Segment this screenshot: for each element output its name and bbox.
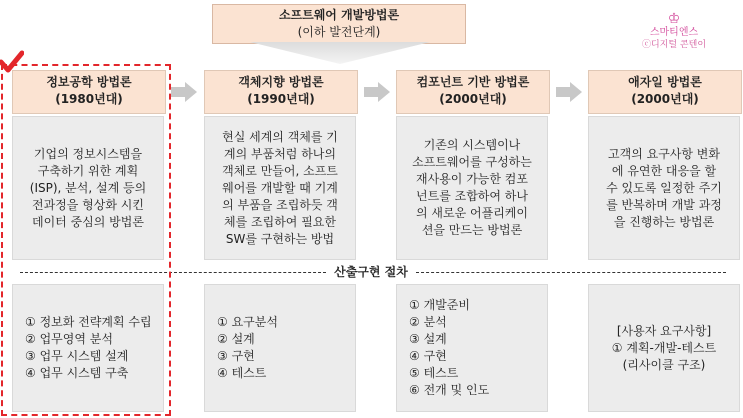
- desc-line: 에 유연한 대응을 할: [611, 163, 717, 178]
- desc-line: 의 새로운 어플리케이: [416, 206, 528, 220]
- desc-line: 기업의 정보시스템을: [33, 146, 143, 161]
- method-era: (2000년대): [439, 92, 507, 106]
- desc-line: 데이터 중심의 방법론: [32, 214, 144, 229]
- method-description-3: [396, 116, 548, 260]
- desc-line: (ISP), 분석, 설계 등의: [29, 180, 147, 195]
- step-item: ③ 설계: [409, 332, 447, 346]
- right-arrow-icon: [364, 82, 390, 102]
- highlight-frame: [1, 64, 171, 416]
- desc-line: 객체로 만들어, 소프트: [222, 163, 338, 178]
- desc-line: 의 부품을 조립하듯 객: [222, 197, 338, 212]
- step-item: ⑥ 전개 및 인도: [409, 383, 490, 397]
- method-description-2: [204, 116, 356, 260]
- title-box: [212, 4, 466, 44]
- checkmark-icon: [0, 50, 24, 74]
- step-item: ② 분석: [409, 315, 447, 329]
- desc-line: 수 있도록 일정한 주기: [606, 180, 722, 195]
- method-header-4: [588, 70, 742, 114]
- desc-line: 구축하기 위한 계획: [37, 163, 139, 178]
- method-description-4: [588, 116, 740, 260]
- step-item: ⑤ 테스트: [409, 366, 459, 380]
- brand-sub: ⓒ디지털 콘텐이: [641, 40, 707, 50]
- method-name: 컴포넌트 기반 방법론: [416, 75, 530, 89]
- desc-line: 재사용이 가능한 컴포: [416, 172, 528, 186]
- desc-line: 을 진행하는 방법론: [613, 214, 715, 229]
- crown-icon: ♔: [667, 11, 681, 27]
- desc-line: 넌트를 조합하여 하나: [416, 189, 528, 203]
- step-item: ③ 구현: [217, 349, 255, 363]
- step-item: ① 요구분석: [217, 315, 278, 329]
- desc-line: 션을 만드는 방법론: [421, 223, 523, 237]
- method-name: 정보공학 방법론: [46, 75, 132, 89]
- step-item: ④ 테스트: [217, 366, 267, 380]
- step-item: ① 계획-개발-테스트: [611, 340, 717, 355]
- method-header-3: [396, 70, 550, 114]
- method-name: 객체지향 방법론: [238, 75, 324, 89]
- method-steps-3: [396, 284, 548, 412]
- diagram-subtitle: (이하 발전단계): [297, 25, 381, 39]
- method-era: (1980년대): [55, 92, 123, 106]
- desc-line: 를 반복하며 개발 과정: [606, 197, 722, 212]
- method-steps-2: [204, 284, 356, 412]
- step-item: [사용자 요구사항]: [616, 323, 712, 338]
- desc-line: 체를 조립하여 필요한: [224, 214, 336, 229]
- desc-line: 현실 세계의 객체를 기: [222, 129, 338, 144]
- desc-line: SW를 구현하는 방법: [225, 231, 335, 246]
- step-item: ② 업무영역 분석: [25, 332, 113, 346]
- right-arrow-icon: [171, 82, 197, 102]
- right-arrow-icon: [556, 82, 582, 102]
- step-item: ④ 업무 시스템 구축: [25, 366, 129, 380]
- step-item: ④ 구현: [409, 349, 447, 363]
- method-header-2: [204, 70, 358, 114]
- diagram-title: 소프트웨어 개발방법론: [278, 8, 400, 22]
- method-name: 애자일 방법론: [628, 75, 702, 89]
- method-steps-4: [588, 284, 740, 412]
- desc-line: 기존의 시스템이나: [423, 138, 521, 152]
- brand-name: 스마티엔스: [649, 27, 699, 38]
- desc-line: 웨어를 개발할 때 기계: [222, 180, 338, 195]
- down-arrow-icon: [250, 42, 430, 64]
- method-era: (2000년대): [631, 92, 699, 106]
- brand-logo: [624, 12, 724, 52]
- desc-line: 소프트웨어를 구성하는: [412, 155, 532, 169]
- desc-line: 전과정을 형상화 시킨: [32, 197, 144, 212]
- step-item: ② 설계: [217, 332, 255, 346]
- section-divider: [416, 272, 726, 273]
- section-label: 산출구현 절차: [326, 263, 416, 280]
- desc-line: 고객의 요구사항 변화: [608, 146, 720, 161]
- desc-line: 계의 부품처럼 하나의: [224, 146, 336, 161]
- step-item: ① 정보화 전략계획 수립: [25, 315, 152, 329]
- step-item: (리사이클 구조): [622, 357, 706, 372]
- method-era: (1990년대): [247, 92, 315, 106]
- step-item: ③ 업무 시스템 설계: [25, 349, 129, 363]
- step-item: ① 개발준비: [409, 298, 470, 312]
